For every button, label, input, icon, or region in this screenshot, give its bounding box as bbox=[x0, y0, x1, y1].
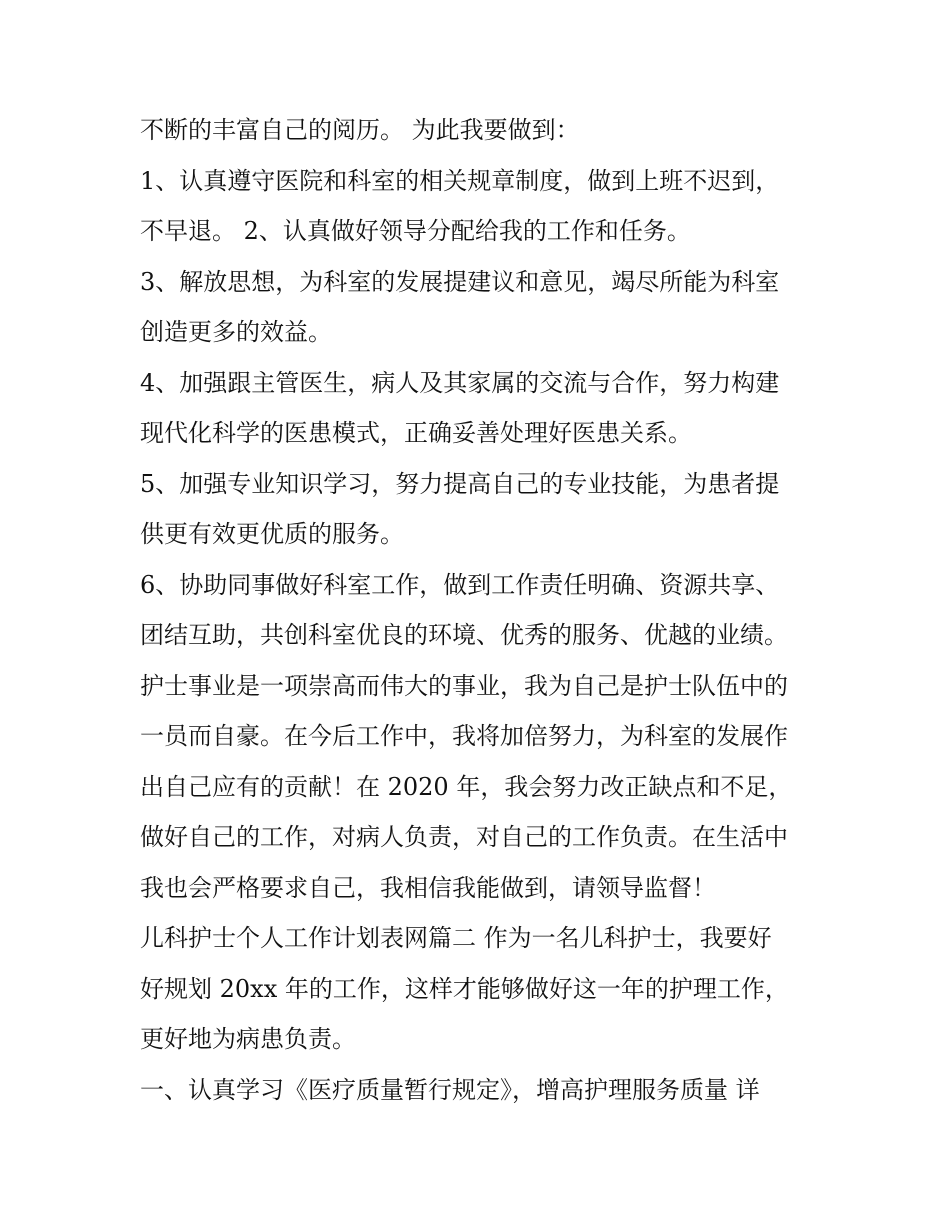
text-line: 1、认真遵守医院和科室的相关规章制度，做到上班不迟到， bbox=[140, 167, 780, 195]
text-line: 儿科护士个人工作计划表网篇二 作为一名儿科护士，我要好 bbox=[140, 924, 772, 952]
text-line: 一、认真学习《医疗质量暂行规定》，增高护理服务质量 详 bbox=[140, 1076, 760, 1104]
text-line: 护士事业是一项崇高而伟大的事业，我为自己是护士队伍中的 bbox=[140, 672, 788, 700]
text-line: 更好地为病患负责。 bbox=[140, 1025, 356, 1053]
text-line: 3、解放思想，为科室的发展提建议和意见，竭尽所能为科室 bbox=[140, 268, 780, 296]
text-line: 5、加强专业知识学习，努力提高自己的专业技能，为患者提 bbox=[140, 470, 780, 498]
text-line: 现代化科学的医患模式，正确妥善处理好医患关系。 bbox=[140, 419, 692, 447]
text-line: 供更有效更优质的服务。 bbox=[140, 520, 404, 548]
text-line: 出自己应有的贡献！在 2020 年，我会努力改正缺点和不足， bbox=[140, 773, 793, 801]
text-line: 不断的丰富自己的阅历。 为此我要做到： bbox=[140, 116, 580, 144]
text-line: 一员而自豪。在今后工作中，我将加倍努力，为科室的发展作 bbox=[140, 722, 788, 750]
text-line: 6、协助同事做好科室工作，做到工作责任明确、资源共享、 bbox=[140, 571, 780, 599]
text-line: 我也会严格要求自己，我相信我能做到，请领导监督！ bbox=[140, 874, 716, 902]
text-line: 好规划 20xx 年的工作，这样才能够做好这一年的护理工作， bbox=[140, 975, 789, 1003]
text-line: 4、加强跟主管医生，病人及其家属的交流与合作，努力构建 bbox=[140, 369, 780, 397]
text-line: 不早退。 2、认真做好领导分配给我的工作和任务。 bbox=[140, 217, 691, 245]
text-line: 团结互助，共创科室优良的环境、优秀的服务、优越的业绩。 bbox=[140, 621, 788, 649]
text-line: 做好自己的工作，对病人负责，对自己的工作负责。在生活中 bbox=[140, 823, 788, 851]
text-line: 创造更多的效益。 bbox=[140, 318, 332, 346]
